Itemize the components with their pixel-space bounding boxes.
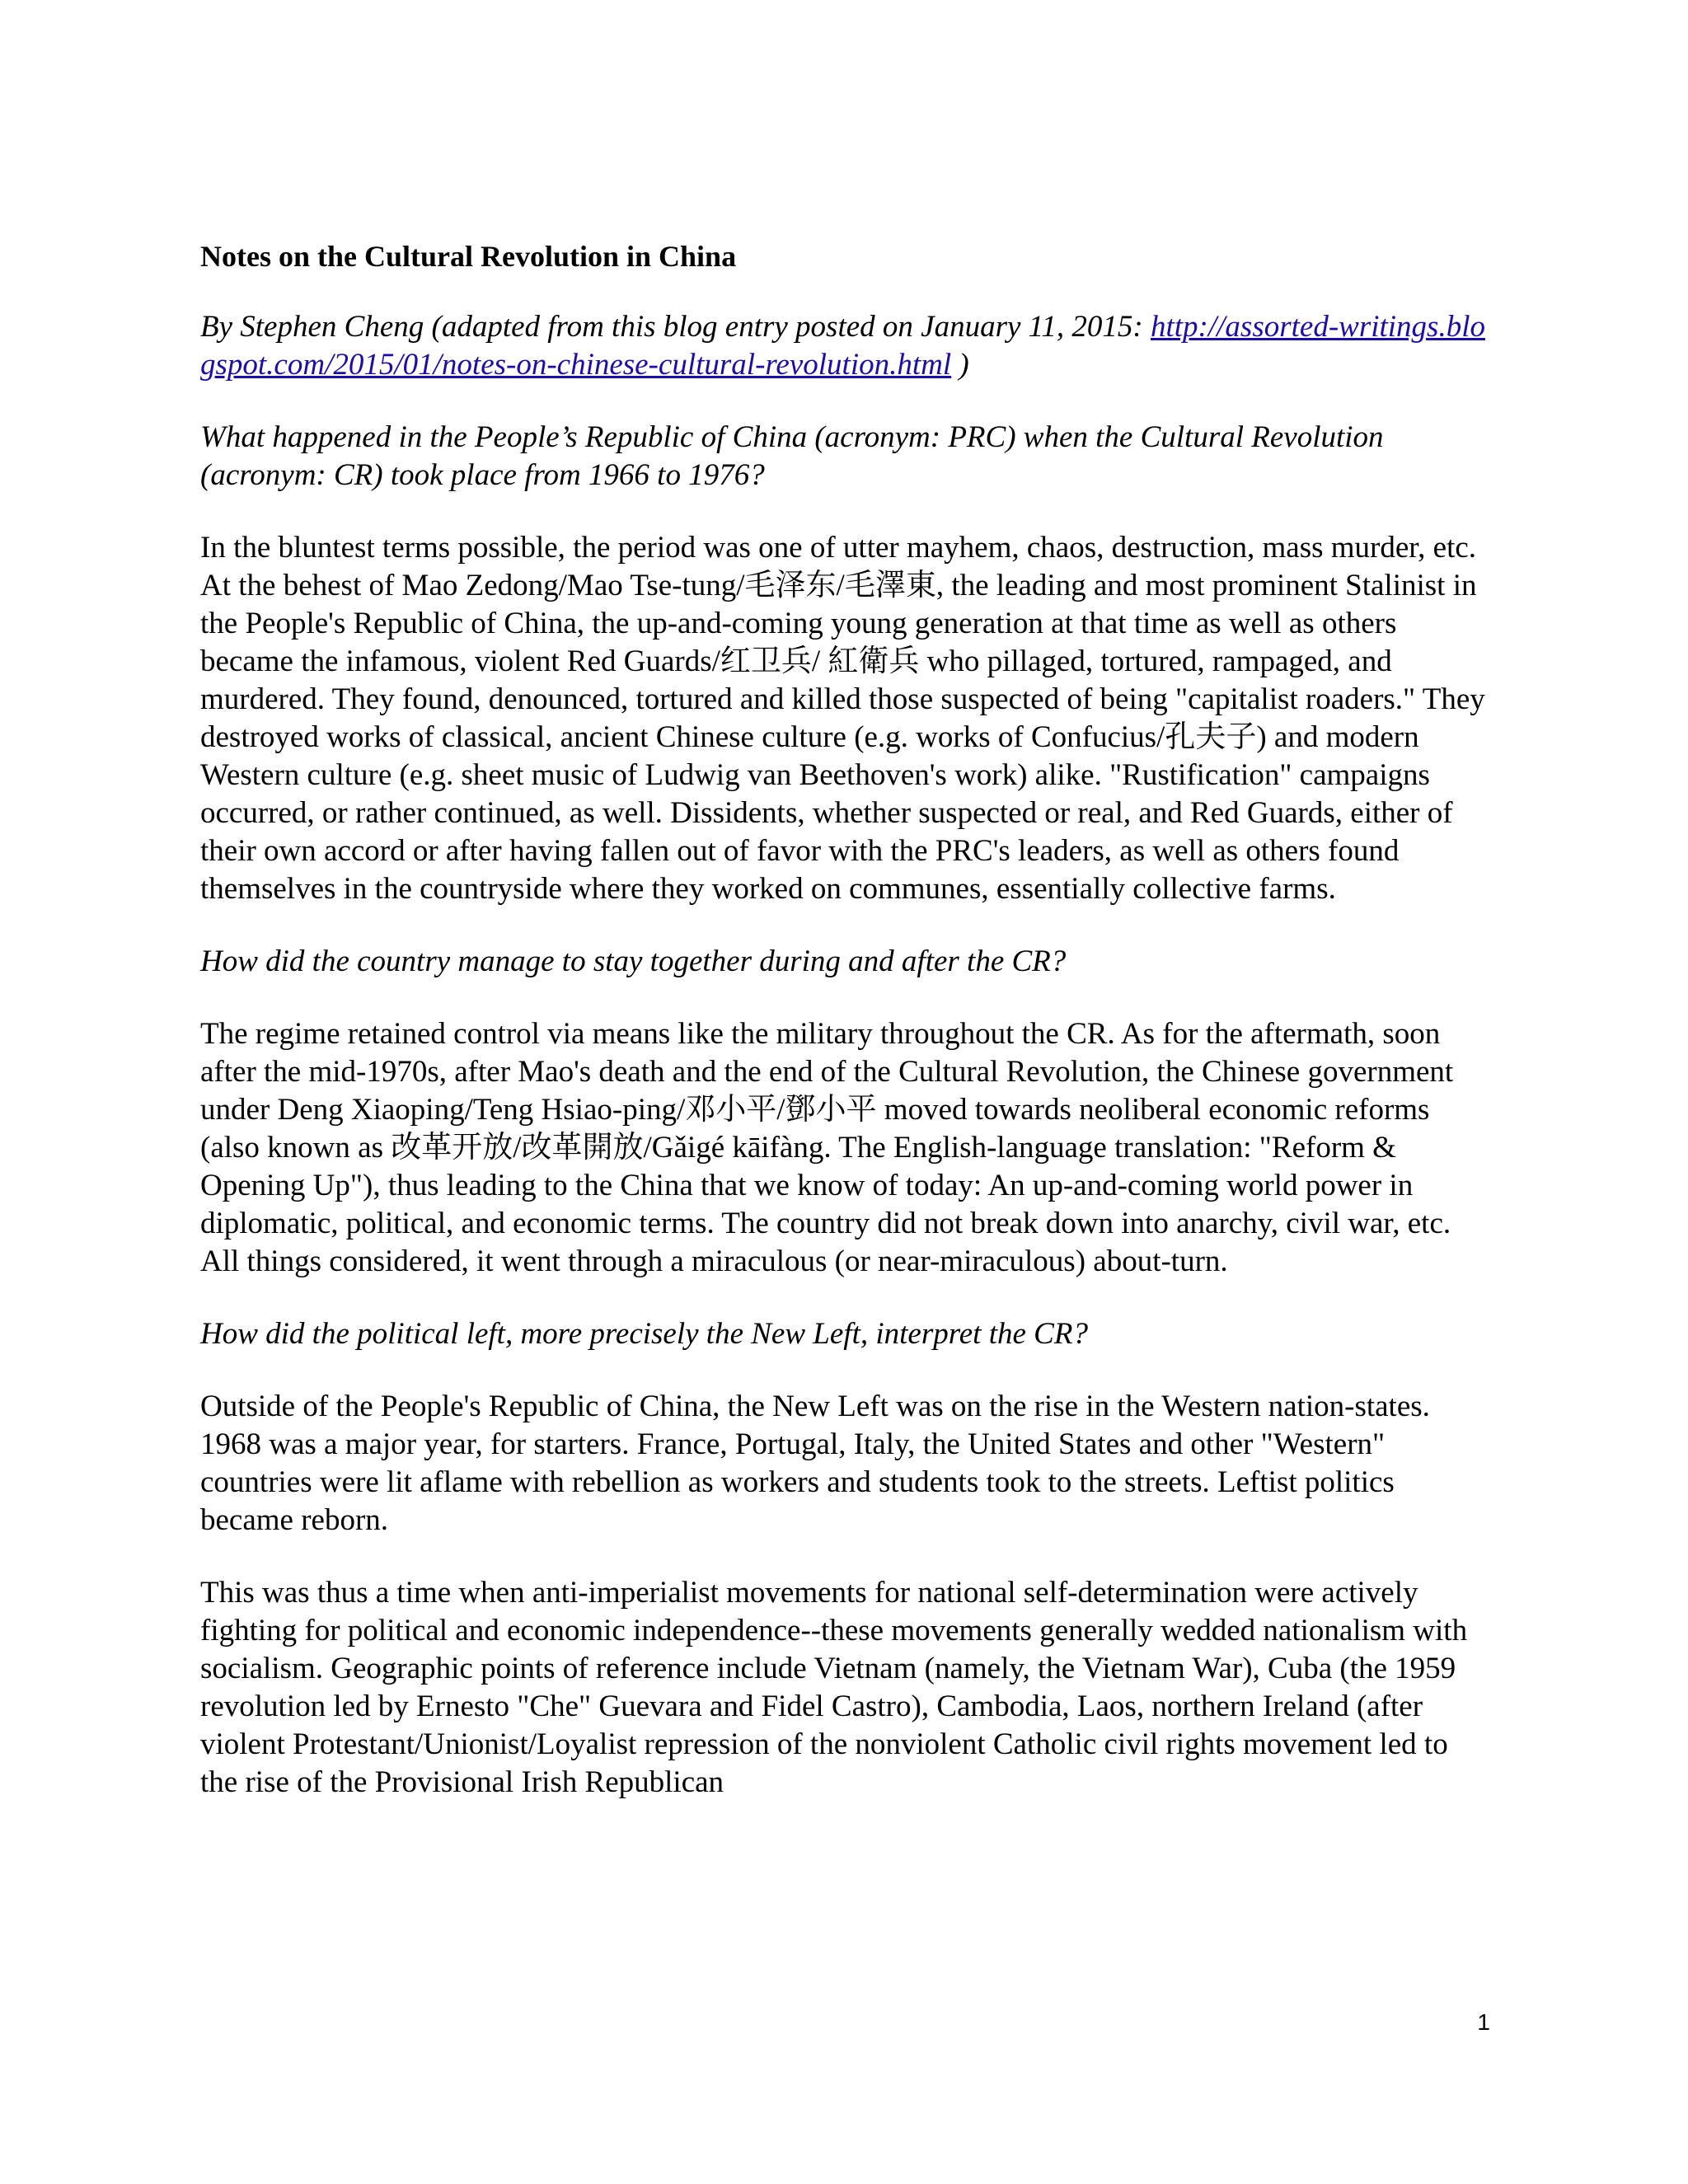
blog-link[interactable]: http://assorted-writings.blogspot.com/2015/01/notes-on-chinese-cultural-revolution.html: [200, 310, 1485, 382]
page-number: 1: [1477, 2009, 1490, 2035]
paragraph-1: In the bluntest terms possible, the period was one of utter mayhem, chaos, destruction, mass murder, etc. At the behest of Mao Zedong/Mao Tse-tung/毛泽东/毛澤東, the leading and most prominent Stalinist in the People's Republic of China, the up-and-coming young generation at that time as well as others became the infamous, violent Red Guards/红卫兵/ 紅衛兵 who pillaged, tortured, rampaged, and murdered. They found, denounced, tortured and killed those suspected of being "capitalist roaders." They destroyed works of classical, ancient Chinese culture (e.g. works of Confucius/孔夫子) and modern Western culture (e.g. sheet music of Ludwig van Beethoven's work) alike. "Rustification" campaigns occurred, or rather continued, as well. Dissidents, whether suspected or real, and Red Guards, either of their own accord or after having fallen out of favor with the PRC's leaders, as well as others found themselves in the countryside where they worked on communes, essentially collective farms.: [200, 531, 1485, 906]
paragraph-2: The regime retained control via means like the military throughout the CR. As for the aftermath, soon after the mid-1970s, after Mao's death and the end of the Cultural Revolution, the Chinese government under Deng Xiaoping/Teng Hsiao-ping/邓小平/鄧小平 moved towards neoliberal economic reforms (also known as 改革开放/改革開放/Gǎigé kāifàng. The English-language translation: "Reform & Opening Up"), thus leading to the China that we know of today: An up-and-coming world power in diplomatic, political, and economic terms. The country did not break down into anarchy, civil war, etc. All things considered, it went through a miraculous (or near-miraculous) about-turn.: [200, 1017, 1454, 1278]
byline-suffix: ): [951, 348, 969, 382]
paragraph-4: This was thus a time when anti-imperialist movements for national self-determination were actively fighting for political and economic independence--these movements generally wedded nationalism with socialism. Geographic points of reference include Vietnam (namely, the Vietnam War), Cuba (the 1959 revolution led by Ernesto "Che" Guevara and Fidel Castro), Cambodia, Laos, northern Ireland (after violent Protestant/Unionist/Loyalist repression of the nonviolent Catholic civil rights movement led to the rise of the Provisional Irish Republican: [200, 1576, 1468, 1799]
byline-prefix: By Stephen Cheng (adapted from this blog entry posted on January 11, 2015:: [200, 310, 1151, 344]
document-body: [200, 237, 1490, 1836]
paragraph-3: Outside of the People's Republic of China, the New Left was on the rise in the Western nation-states. 1968 was a major year, for starters. France, Portugal, Italy, the United States and other "Western" countries were lit aflame with rebellion as workers and students took to the streets. Leftist politics became reborn.: [200, 1390, 1430, 1537]
question-2: How did the country manage to stay together during and after the CR?: [200, 944, 1067, 978]
document-title: Notes on the Cultural Revolution in China: [200, 240, 737, 273]
question-3: How did the political left, more precisely the New Left, interpret the CR?: [200, 1317, 1088, 1351]
byline: [200, 308, 1490, 384]
question-1: What happened in the People’s Republic of China (acronym: PRC) when the Cultural Revolution (acronym: CR) took place from 1966 to 1976?: [200, 420, 1384, 492]
